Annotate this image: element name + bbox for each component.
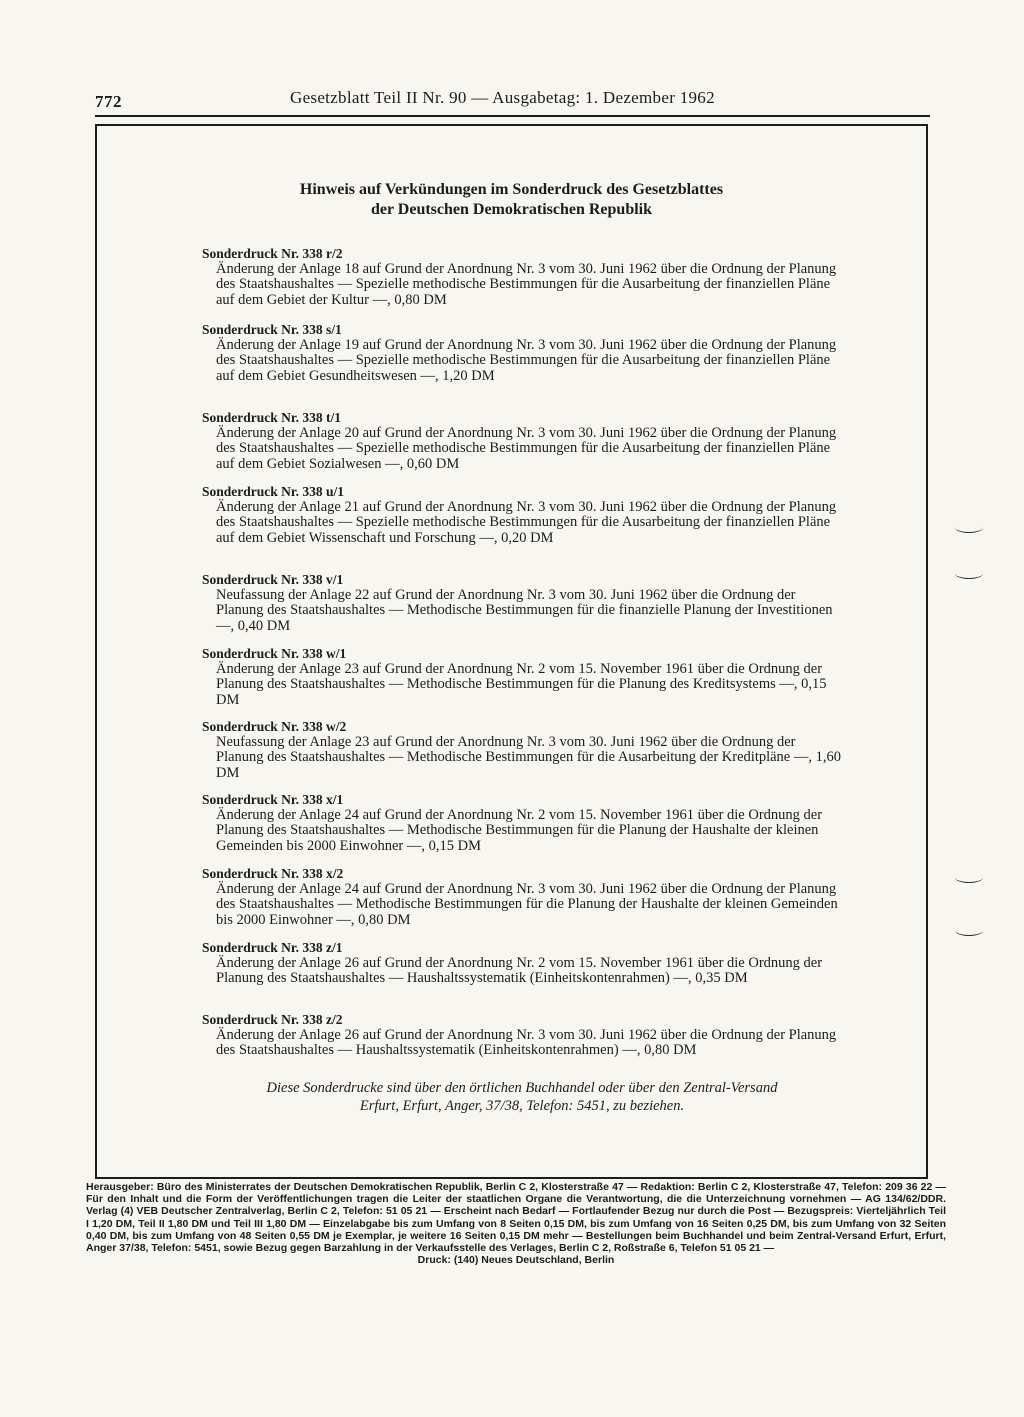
entry-text: Änderung der Anlage 19 auf Grund der Anordnung Nr. 3 vom 30. Juni 1962 über die Ordnung der Planung des Staatshaushaltes — Spezielle methodische Bestimmungen für die Ausarbeitung der finanziellen Pläne auf dem Gebiet Gesundheitswesen —, 1,20 DM — [216, 336, 837, 384]
margin-mark — [955, 872, 983, 883]
entry-head: Sonderdruck Nr. 338 s/1 — [202, 322, 342, 337]
entry — [202, 792, 842, 854]
imprint — [86, 1181, 946, 1266]
availability-line-2: Erfurt, Erfurt, Anger, 37/38, Telefon: 5451, zu beziehen. — [359, 1098, 685, 1114]
entry — [202, 866, 842, 928]
entry-text: Änderung der Anlage 24 auf Grund der Anordnung Nr. 2 vom 15. November 1961 über die Ordnung der Planung des Staatshaushaltes — Methodische Bestimmungen für die Planung der Haushalte der kleinen Gemeinden bis 2000 Einwohner —, 0,15 DM — [216, 806, 823, 854]
entry-head: Sonderdruck Nr. 338 v/1 — [202, 572, 344, 587]
margin-mark — [955, 522, 983, 533]
entry — [202, 410, 842, 472]
imprint-text: Herausgeber: Büro des Ministerrates der Deutschen Demokratischen Republik, Berlin C 2, Klosterstraße 47 — Redaktion: Berlin C 2, Klosterstraße 47, Telefon: 209 36 22 — Für den Inhalt und die Form der Veröffentlichungen tragen die Leiter der staatlichen Organe die Verantwortung, die die Unterzeichnung vornehmen — AG 134/62/DDR. Verlag (4) VEB Deutscher Zentralverlag, Berlin C 2, Telefon: 51 05 21 — Erscheint nach Bedarf — Fortlaufender Bezug nur durch die Post — Bezugspreis: Vierteljährlich Teil I 1,20 DM, Teil II 1,80 DM und Teil III 1,80 DM — Einzelabgabe bis zum Umfang von 8 Seiten 0,15 DM, bis zum Umfang von 16 Seiten 0,25 DM, bis zum Umfang von 32 Seiten 0,40 DM, bis zum Umfang von 48 Seiten 0,55 DM je Exemplar, je weitere 16 Seiten 0,15 DM mehr — Bestellungen beim Buchhandel und beim Zentral-Versand Erfurt, Erfurt, Anger 37/38, Telefon: 5451, sowie Bezug gegen Barzahlung in der Verkaufsstelle des Verlages, Berlin C 2, Roßstraße 6, Telefon 51 05 21 — — [86, 1181, 946, 1255]
entry — [202, 246, 842, 308]
entry — [202, 646, 842, 708]
entry-text: Änderung der Anlage 23 auf Grund der Anordnung Nr. 2 vom 15. November 1961 über die Ordnung der Planung des Staatshaushaltes — Methodische Bestimmungen für die Planung des Kreditsystems —, 0,15 DM — [216, 660, 827, 708]
notice-title-line-1: Hinweis auf Verkündungen im Sonderdruck des Gesetzblattes — [299, 181, 724, 198]
entry-head: Sonderdruck Nr. 338 w/2 — [202, 719, 347, 734]
entry-text: Neufassung der Anlage 22 auf Grund der Anordnung Nr. 3 vom 30. Juni 1962 über die Ordnung der Planung des Staatshaushaltes — Methodische Bestimmungen für die finanzielle Planung der Investitionen —, 0,40 DM — [216, 586, 833, 634]
entry-head: Sonderdruck Nr. 338 z/2 — [202, 1012, 343, 1027]
entry-text: Änderung der Anlage 20 auf Grund der Anordnung Nr. 3 vom 30. Juni 1962 über die Ordnung der Planung des Staatshaushaltes — Spezielle methodische Bestimmungen für die Ausarbeitung der finanziellen Pläne auf dem Gebiet Sozialwesen —, 0,60 DM — [216, 424, 837, 472]
entry — [202, 322, 842, 384]
entry-head: Sonderdruck Nr. 338 t/1 — [202, 410, 342, 425]
availability-note — [202, 1079, 842, 1115]
entry-head: Sonderdruck Nr. 338 r/2 — [202, 246, 343, 261]
entry — [202, 719, 842, 781]
notice-title — [97, 180, 926, 220]
notice-title-line-2: der Deutschen Demokratischen Republik — [370, 201, 653, 218]
imprint-print: Druck: (140) Neues Deutschland, Berlin — [417, 1254, 615, 1267]
entry-head: Sonderdruck Nr. 338 x/1 — [202, 792, 344, 807]
page-number: 772 — [95, 92, 122, 111]
running-header: Gesetzblatt Teil II Nr. 90 — Ausgabetag: 1. Dezember 1962 — [290, 88, 715, 107]
entry — [202, 940, 842, 987]
entry-text: Änderung der Anlage 26 auf Grund der Anordnung Nr. 2 vom 15. November 1961 über die Ordnung der Planung des Staatshaushaltes — Haushaltssystematik (Einheitskontenrahmen) —, 0,35 DM — [216, 954, 823, 986]
entry-text: Änderung der Anlage 26 auf Grund der Anordnung Nr. 3 vom 30. Juni 1962 über die Ordnung der Planung des Staatshaushaltes — Haushaltssystematik (Einheitskontenrahmen) —, 0,80 DM — [216, 1026, 837, 1058]
entry-text: Neufassung der Anlage 23 auf Grund der Anordnung Nr. 3 vom 30. Juni 1962 über die Ordnung der Planung des Staatshaushaltes — Methodische Bestimmungen für die Ausarbeitung der Kreditpläne —, 1,60 DM — [216, 733, 841, 781]
entry — [202, 572, 842, 634]
entry-head: Sonderdruck Nr. 338 u/1 — [202, 484, 345, 499]
entry-text: Änderung der Anlage 24 auf Grund der Anordnung Nr. 3 vom 30. Juni 1962 über die Ordnung der Planung des Staatshaushaltes — Methodische Bestimmungen für die Planung der Haushalte der kleinen Gemeinden bis 2000 Einwohner —, 0,80 DM — [216, 880, 838, 928]
entry-head: Sonderdruck Nr. 338 z/1 — [202, 940, 343, 955]
margin-mark — [955, 925, 983, 936]
margin-mark — [955, 568, 983, 579]
entry-text: Änderung der Anlage 21 auf Grund der Anordnung Nr. 3 vom 30. Juni 1962 über die Ordnung der Planung des Staatshaushaltes — Spezielle methodische Bestimmungen für die Ausarbeitung der finanziellen Pläne auf dem Gebiet Wissenschaft und Forschung —, 0,20 DM — [216, 498, 837, 546]
notice-box — [95, 124, 928, 1179]
entry — [202, 484, 842, 546]
entry-head: Sonderdruck Nr. 338 w/1 — [202, 646, 347, 661]
header-rule — [95, 115, 930, 117]
entry-text: Änderung der Anlage 18 auf Grund der Anordnung Nr. 3 vom 30. Juni 1962 über die Ordnung der Planung des Staatshaushaltes — Spezielle methodische Bestimmungen für die Ausarbeitung der finanziellen Pläne auf dem Gebiet der Kultur —, 0,80 DM — [216, 260, 837, 308]
entry-head: Sonderdruck Nr. 338 x/2 — [202, 866, 344, 881]
availability-line-1: Diese Sonderdrucke sind über den örtlichen Buchhandel oder über den Zentral-Versand — [266, 1080, 778, 1096]
entry — [202, 1012, 842, 1059]
